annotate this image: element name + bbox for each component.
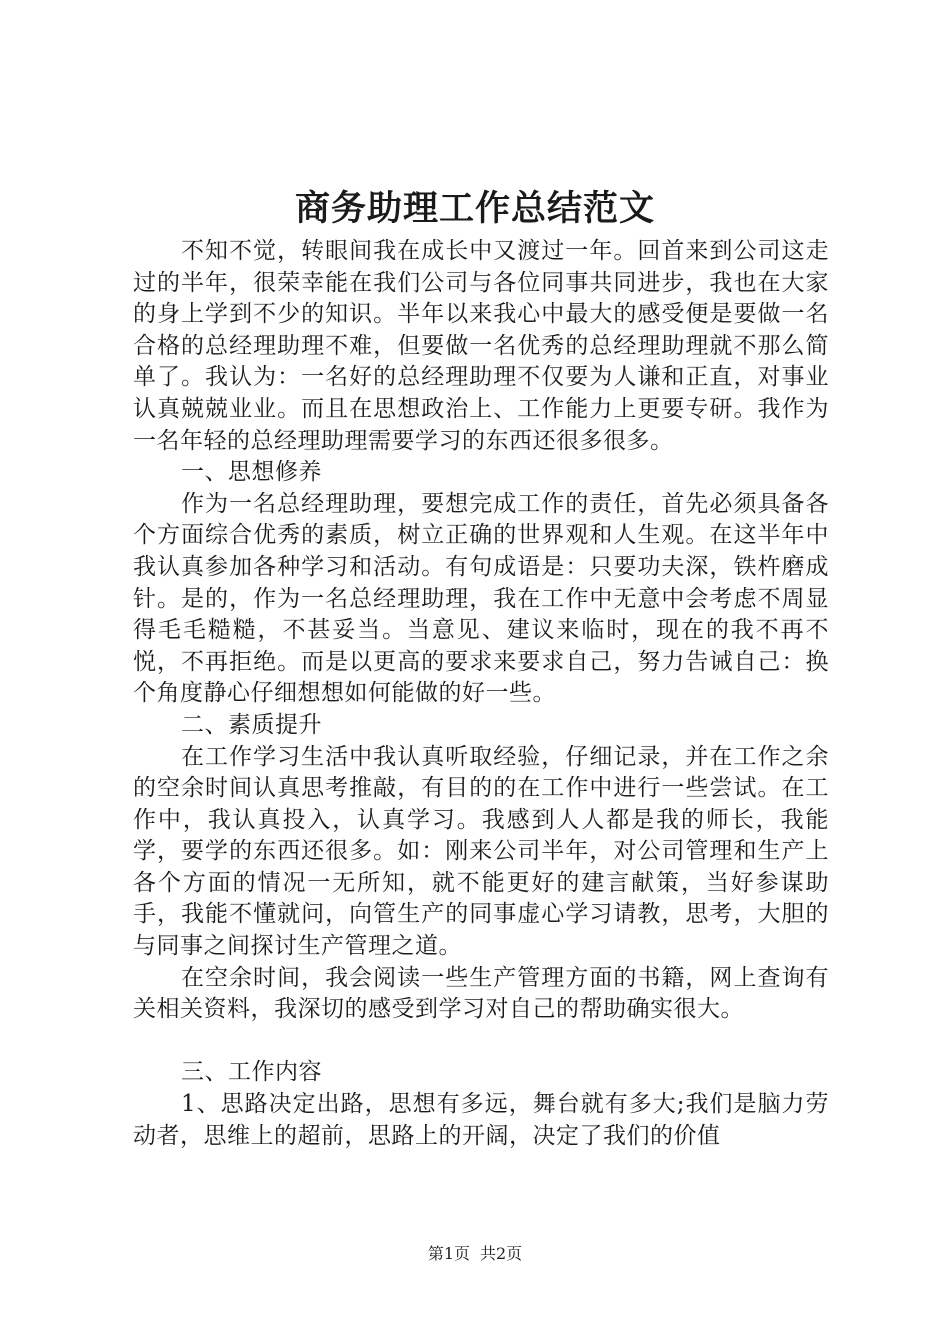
- paragraph-section-1: 作为一名总经理助理，要想完成工作的责任，首先必须具备各个方面综合优秀的素质，树立正确的世界观和人生观。在这半年中我认真参加各种学习和活动。有句成语是：只要功夫深，铁杵磨成针。是的，作为一名总经理助理，我在工作中无意中会考虑不周显得毛毛糙糙，不甚妥当。当意见、建议来临时，现在的我不再不悦，不再拒绝。而是以更高的要求来要求自己，努力告诫自己：换个角度静心仔细想想如何能做的好一些。: [133, 490, 829, 707]
- page-total: 共2页: [480, 1244, 523, 1263]
- paragraph-intro: 不知不觉，转眼间我在成长中又渡过一年。回首来到公司这走过的半年，很荣幸能在我们公司与各位同事共同进步，我也在大家的身上学到不少的知识。半年以来我心中最大的感受便是要做一名合格的总经理助理不难，但要做一名优秀的总经理助理就不那么简单了。我认为：一名好的总经理助理不仅要为人谦和正直，对事业认真兢兢业业。而且在思想政治上、工作能力上更要专研。我作为一名年轻的总经理助理需要学习的东西还很多很多。: [133, 238, 829, 454]
- paragraph-section-2a: 在工作学习生活中我认真听取经验，仔细记录，并在工作之余的空余时间认真思考推敲，有目的的在工作中进行一些尝试。在工作中，我认真投入，认真学习。我感到人人都是我的师长，我能学，要学的东西还很多。如：刚来公司半年，对公司管理和生产上各个方面的情况一无所知，就不能更好的建言献策，当好参谋助手，我能不懂就问，向管生产的同事虚心学习请教，思考，大胆的与同事之间探讨生产管理之道。: [133, 743, 829, 960]
- paragraph-section-3: 1、思路决定出路，思想有多远，舞台就有多大;我们是脑力劳动者，思维上的超前，思路上的开阔，决定了我们的价值: [133, 1091, 829, 1149]
- section-heading-2: 二、素质提升: [181, 711, 322, 738]
- section-heading-3: 三、工作内容: [181, 1059, 322, 1086]
- document-body: [133, 236, 829, 1152]
- document-title: 商务助理工作总结范文: [294, 188, 655, 229]
- section-heading-1: 一、思想修养: [181, 459, 322, 486]
- page-footer: [0, 1243, 950, 1265]
- page-number: 第1页: [427, 1244, 470, 1263]
- paragraph-section-2b: 在空余时间，我会阅读一些生产管理方面的书籍，网上查询有关相关资料，我深切的感受到学习对自己的帮助确实很大。: [133, 964, 829, 1023]
- paragraph-gap: [133, 1026, 829, 1058]
